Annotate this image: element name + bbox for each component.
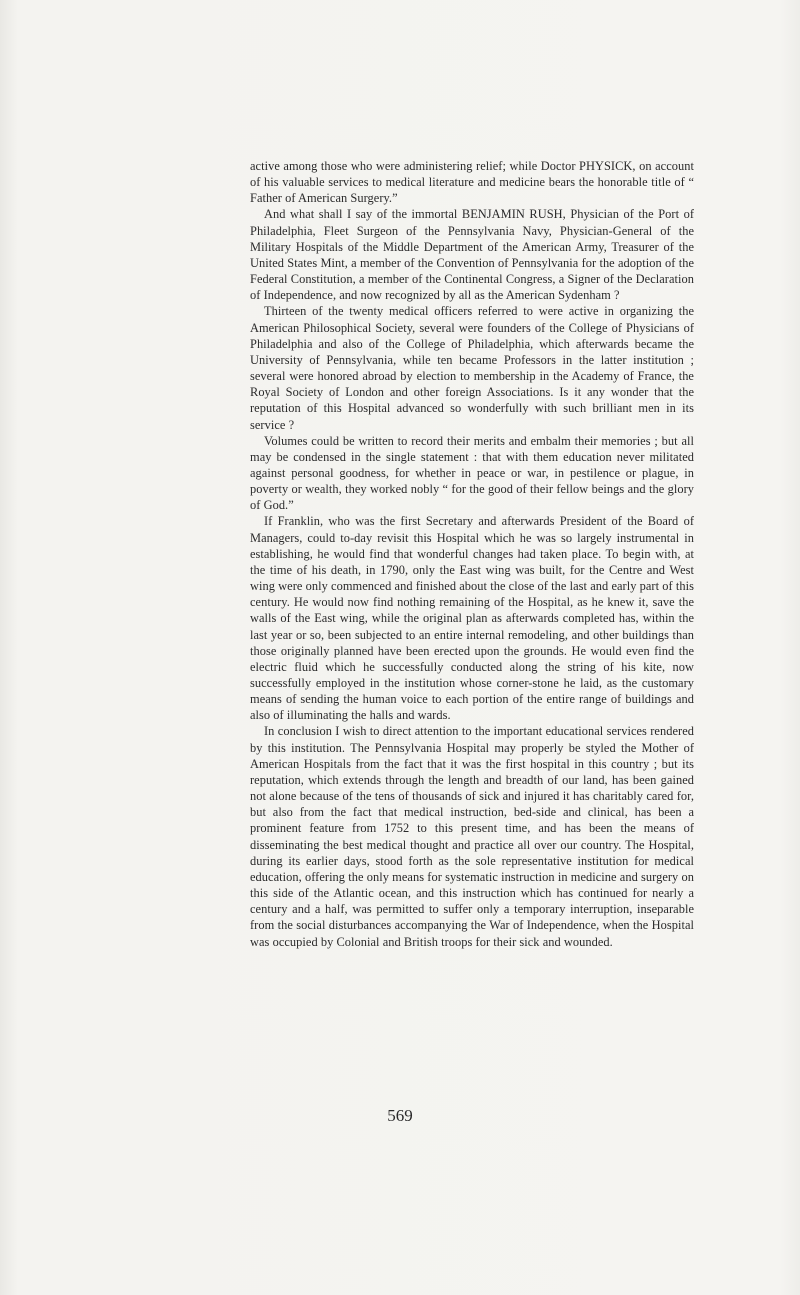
paragraph-medical-officers: Thirteen of the twenty medical officers referred to were active in organizing the American Philosophical Society, several were founders of the College of Physicians of Philadelphia and also of the College of Philadelphia, which afterwards became the University of Pennsylvania, while ten became Professors in the latter institution ; several were honored abroad by election to membership in the Academy of France, the Royal Society of London and other foreign Associations. Is it any wonder that the reputation of this Hospital advanced so wonderfully with such brilliant men in its service ? [250, 304, 694, 432]
paragraph-conclusion: In conclusion I wish to direct attention to the important educational services rendered by this institution. The Pennsylvania Hospital may properly be styled the Mother of American Hospitals from the fact that it was the first hospital in this country ; but its reputation, which extends through the length and breadth of our land, has been gained not alone because of the tens of thousands of sick and injured it has charitably cared for, but also from the fact that medical instruction, bed-side and clinical, has been a prominent feature from 1752 to this present time, and has been the means of disseminating the best medical thought and practice all over our country. The Hospital, during its earlier days, stood forth as the sole representative institution for medical education, offering the only means for systematic instruction in medicine and surgery on this side of the Atlantic ocean, and this instruction which has continued for nearly a century and a half, was permitted to suffer only a temporary interruption, inseparable from the social disturbances accompanying the War of Independence, when the Hospital was occupied by Colonial and British troops for their sick and wounded. [250, 724, 694, 949]
paragraph-franklin: If Franklin, who was the first Secretary and afterwards President of the Board of Managers, could to-day revisit this Hospital which he was so largely instrumental in establishing, he would find that wonderful changes had taken place. To begin with, at the time of his death, in 1790, only the East wing was built, for the Centre and West wing were only commenced and finished about the close of the last and early part of this century. He would now find nothing remaining of the Hospital, as he knew it, save the walls of the East wing, while the original plan as afterwards completed has, within the last year or so, been subjected to an entire internal remodeling, and other buildings than those originally planned have been erected upon the grounds. He would even find the electric fluid which he successfully conducted along the string of his kite, now successfully employed in the institution whose corner-stone he laid, as the customary means of sending the human voice to each portion of the entire range of buildings and also of illuminating the halls and wards. [250, 514, 694, 723]
paragraph-benjamin-rush: And what shall I say of the immortal BENJAMIN RUSH, Physician of the Port of Philadelphia, Fleet Surgeon of the Pennsylvania Navy, Physician-General of the Military Hospitals of the Middle Department of the American Army, Treasurer of the United States Mint, a member of the Convention of Pennsylvania for the adoption of the Federal Constitution, a member of the Continental Congress, a Signer of the Declaration of Independence, and now recognized by all as the American Sydenham ? [250, 207, 694, 303]
body-text [250, 158, 694, 950]
paragraph-continuation: active among those who were administering relief; while Doctor PHYSICK, on account of his valuable services to medical literature and medicine bears the honorable title of “ Father of American Surgery.” [250, 159, 694, 206]
page-number: 569 [387, 1106, 413, 1125]
paragraph-volumes: Volumes could be written to record their merits and embalm their memories ; but all may be condensed in the single statement : that with them education never militated against personal goodness, for whether in peace or war, in pestilence or plague, in poverty or wealth, they worked nobly “ for the good of their fellow beings and the glory of God.” [250, 433, 694, 513]
